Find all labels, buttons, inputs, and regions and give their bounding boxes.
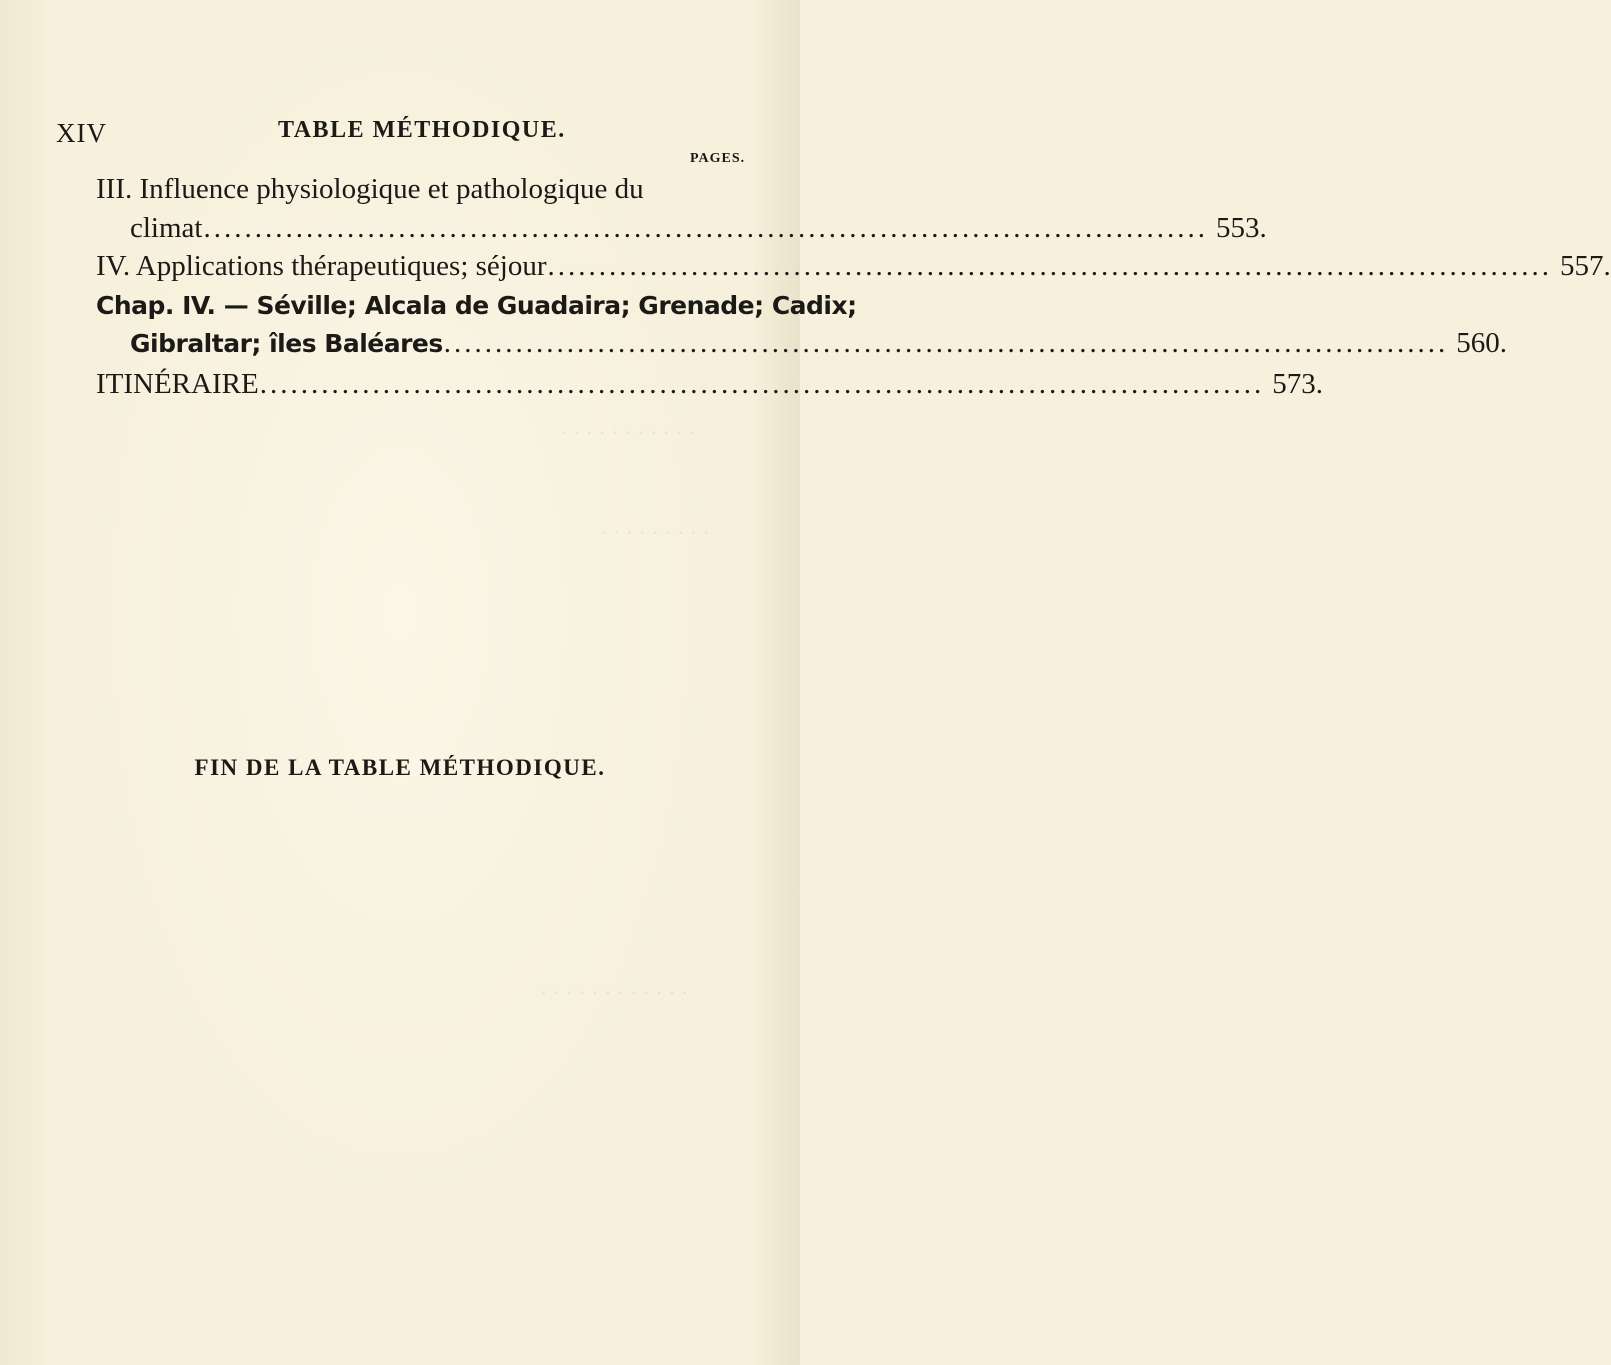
toc-entry-line: [96, 250, 1611, 283]
show-through-decoration: · · · · · · · · · · · ·: [540, 980, 689, 1005]
leader-dots: ..................................................................................................: [203, 212, 1208, 244]
toc-entry-line: [130, 327, 1508, 360]
toc-entry-text: ITINÉRAIRE: [96, 368, 259, 400]
leader-dots: ..................................................................................................: [259, 368, 1265, 400]
toc-page-number: 557.: [1560, 250, 1611, 282]
running-head: TABLE MÉTHODIQUE.: [278, 117, 566, 143]
leader-dots: ..................................................................................................: [547, 250, 1552, 282]
toc-entry-text: IV. Applications thérapeutiques; séjour: [96, 250, 547, 282]
toc-entry-line: [130, 212, 1267, 245]
pages-column-label: PAGES.: [690, 151, 746, 166]
toc-entry-line: III. Influence physiologique et pathologique du: [96, 173, 644, 205]
toc-page-number: 553.: [1215, 212, 1267, 244]
chapter-heading-text: Chap. IV. — Séville; Alcala de Guadaira; Grenade; Cadix;: [96, 291, 857, 320]
leader-dots: ..................................................................................................: [443, 327, 1449, 359]
show-through-decoration: · · · · · · · · · · ·: [560, 420, 696, 445]
show-through-decoration: · · · · · · · · ·: [600, 520, 710, 545]
page-number: XIV: [56, 118, 107, 148]
end-of-table-text: FIN DE LA TABLE MÉTHODIQUE.: [194, 755, 606, 780]
toc-page-number: 573.: [1272, 368, 1323, 400]
toc-page-number: 560.: [1456, 327, 1508, 359]
toc-entry-text: climat: [130, 212, 203, 244]
toc-entry-text: Gibraltar; îles Baléares: [130, 329, 443, 358]
toc-entry-line: [96, 368, 1323, 401]
toc-chapter-line: [96, 290, 857, 321]
